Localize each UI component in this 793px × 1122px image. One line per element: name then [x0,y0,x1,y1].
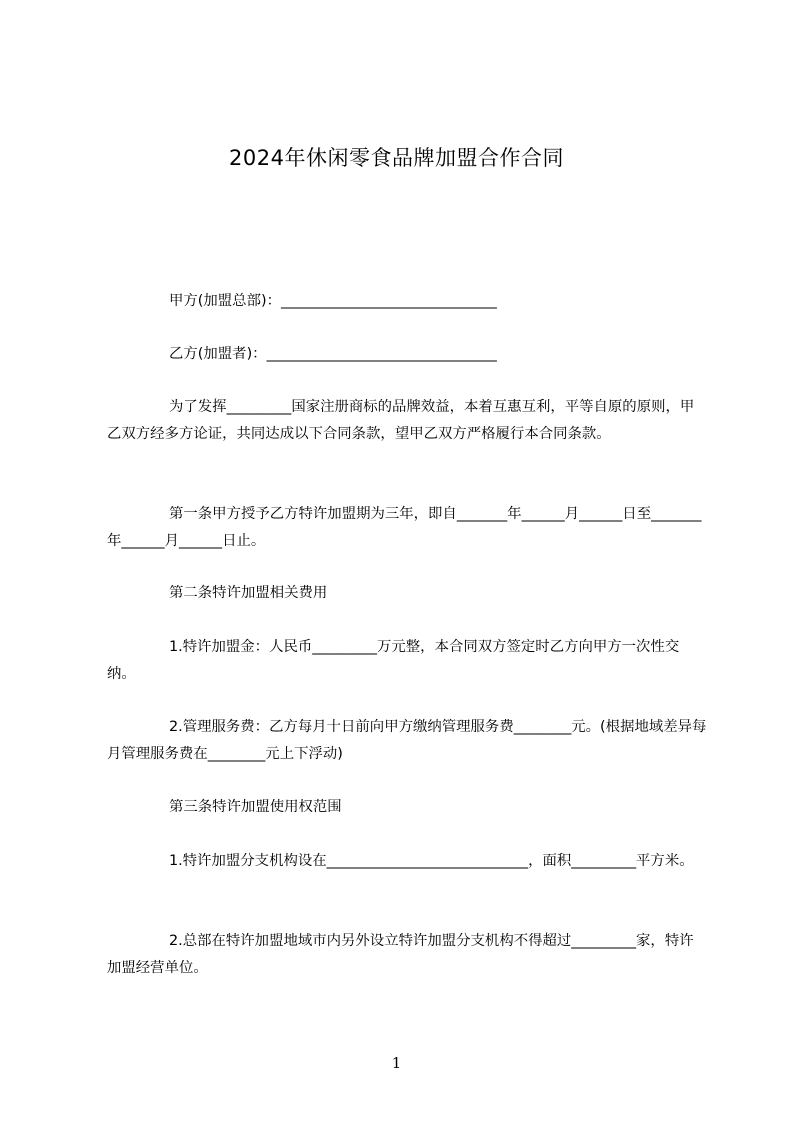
intro-paragraph: 为了发挥_________国家注册商标的品牌效益，本着互惠互利，平等自原的原则，甲乙双方经多方论证，共同达成以下合同条款，望甲乙双方严格履行本合同条款。 [107,399,695,442]
document-title: 2024年休闲零食品牌加盟合作合同 [229,146,564,170]
article-2-item-2: 2.管理服务费：乙方每月十日前向甲方缴纳管理服务费________元。(根据地域差异每月管理服务费在________元上下浮动) [107,719,707,762]
article-3-heading: 第三条特许加盟使用权范围 [169,799,342,815]
article-1-paragraph: 第一条甲方授予乙方特许加盟期为三年，即自_______年______月______日至_______年______月______日止。 [107,506,702,549]
article-3-item-1: 1.特许加盟分支机构设在____________________________，面积_________平方米。 [169,853,694,869]
article-2-heading: 第二条特许加盟相关费用 [169,585,328,601]
page-number: 1 [391,1054,402,1072]
article-2-item-1: 1.特许加盟金：人民币_________万元整，本合同双方签定时乙方向甲方一次性交纳。 [107,639,680,682]
article-3-item-2: 2.总部在特许加盟地域市内另外设立特许加盟分支机构不得超过_________家，特许加盟经营单位。 [107,933,694,976]
party-b-line: 乙方(加盟者)：________________________________ [169,346,497,362]
party-a-line: 甲方(加盟总部)：______________________________ [169,293,497,309]
